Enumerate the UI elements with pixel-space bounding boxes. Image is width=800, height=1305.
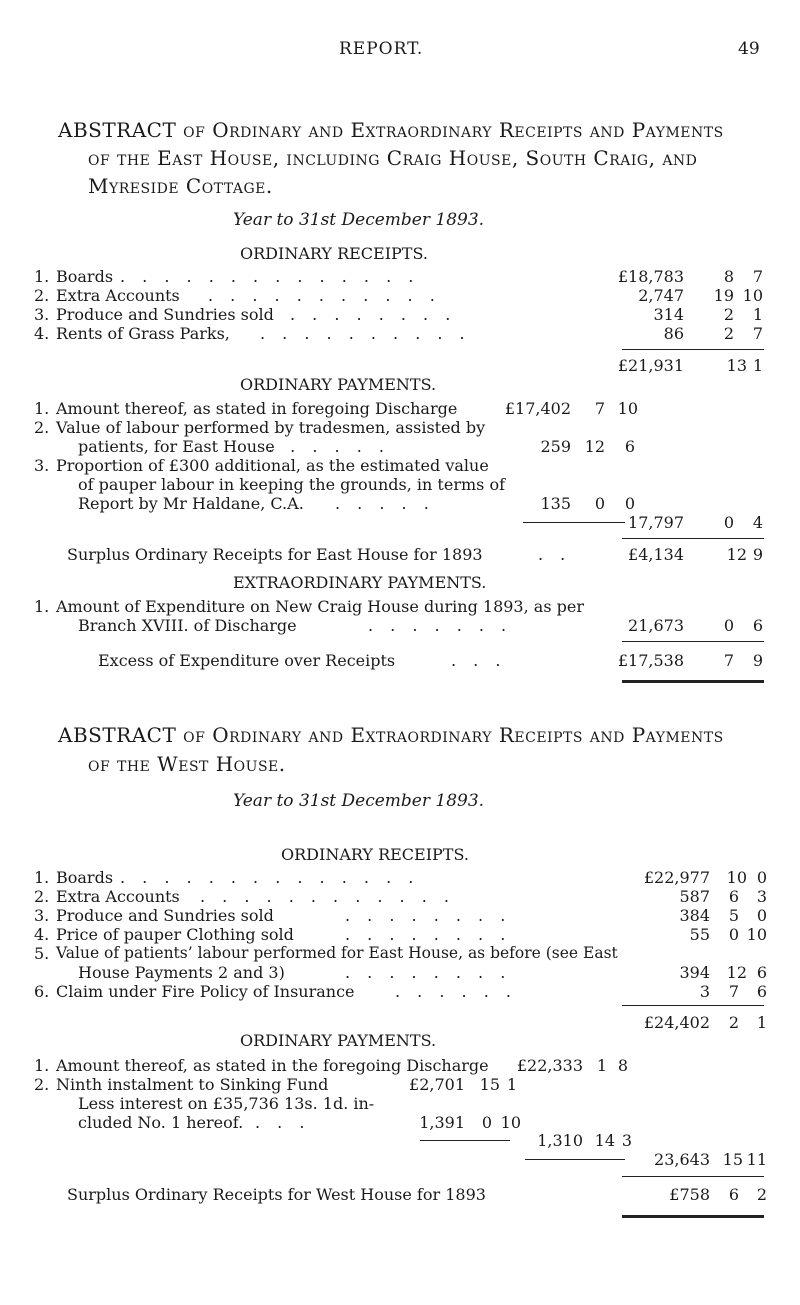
amount-pence: 0 <box>756 906 767 925</box>
leader-dots: . . . . . . . . <box>345 906 512 925</box>
amount-pence: 1 <box>756 1013 767 1032</box>
row-label: Ninth instalment to Sinking Fund <box>56 1075 329 1094</box>
amount-pounds: £4,134 <box>628 545 684 564</box>
row-number: 3. <box>34 305 50 324</box>
amount-pounds: 314 <box>653 305 684 324</box>
amount-pence: 9 <box>752 545 763 564</box>
east-extra-title: EXTRAORDINARY PAYMENTS. <box>233 573 487 592</box>
amount-pounds: £22,333 <box>516 1056 583 1075</box>
amount-pence: 1 <box>752 356 763 375</box>
amount-shillings: 0 <box>723 513 734 532</box>
east-year: Year to 31st December 1893. <box>233 210 485 230</box>
amount-pence: 0 <box>756 868 767 887</box>
row-label: Amount thereof, as stated in foregoing Discharge <box>56 399 458 418</box>
row-number: 2. <box>34 418 50 437</box>
amount-shillings: 0 <box>728 925 739 944</box>
west-receipts-total-rule <box>622 1005 764 1006</box>
east-surplus-rule <box>622 538 764 539</box>
leader-dots: . . . . . . . . <box>290 305 457 324</box>
leader-dots: . . . <box>451 651 507 670</box>
row-number: 6. <box>34 982 50 1001</box>
leader-dots: . . . . . . . . . . . <box>208 286 441 305</box>
page-number: 49 <box>738 39 760 59</box>
west-payments-title: ORDINARY PAYMENTS. <box>240 1031 437 1050</box>
amount-shillings: 7 <box>728 982 739 1001</box>
row-label: Value of labour performed by tradesmen, assisted by <box>56 418 486 437</box>
row-number: 1. <box>34 399 50 418</box>
east-heading-line-2: of the East House, including Craig House, South Craig, and <box>88 146 698 170</box>
row-number: 4. <box>34 324 50 343</box>
row-label: Amount thereof, as stated in the foregoing Discharge <box>56 1056 489 1075</box>
row-label: Boards <box>56 267 114 286</box>
leader-dots: . . . . . . . . . . . . <box>200 887 455 906</box>
row-number: 4. <box>34 925 50 944</box>
row-label-cont: cluded No. 1 hereof. <box>78 1113 244 1132</box>
leader-dots: . . . . . . . . . . . . . . <box>120 267 420 286</box>
amount-pounds: £18,783 <box>617 267 684 286</box>
amount-pence: 7 <box>752 324 763 343</box>
leader-dots: . . . . . . . . <box>345 925 512 944</box>
row-label: Produce and Sundries sold <box>56 305 274 324</box>
amount-shillings: 7 <box>594 399 605 418</box>
east-payments-title: ORDINARY PAYMENTS. <box>240 375 437 394</box>
amount-shillings: 7 <box>723 651 734 670</box>
row-label: Claim under Fire Policy of Insurance <box>56 982 355 1001</box>
row-label: Extra Accounts <box>56 887 180 906</box>
amount-pence: 3 <box>621 1131 632 1150</box>
amount-pounds: £24,402 <box>643 1013 710 1032</box>
amount-shillings: 10 <box>726 868 747 887</box>
amount-pounds: 21,673 <box>628 616 684 635</box>
running-head: REPORT. <box>339 39 424 59</box>
amount-pence: 6 <box>624 437 635 456</box>
amount-pounds: £17,402 <box>504 399 571 418</box>
leader-dots: . . . . . . . . . . . . . . <box>120 868 420 887</box>
west-year: Year to 31st December 1893. <box>233 791 485 811</box>
amount-shillings: 8 <box>723 267 734 286</box>
east-excess-label: Excess of Expenditure over Receipts <box>98 651 396 670</box>
leader-dots: . . . . . . . <box>368 616 513 635</box>
amount-pounds: 259 <box>540 437 571 456</box>
west-surplus-rule <box>622 1176 764 1177</box>
leader-dots: . . . . . <box>335 494 435 513</box>
east-double-rule <box>622 680 764 683</box>
west-p2-rule <box>420 1140 510 1141</box>
row-number: 1. <box>34 1056 50 1075</box>
leader-dots: . . . . . . <box>395 982 517 1001</box>
amount-pounds: 17,797 <box>628 513 684 532</box>
amount-pence: 2 <box>756 1185 767 1204</box>
leader-dots: . . . <box>255 1113 311 1132</box>
row-number: 1. <box>34 597 50 616</box>
amount-pence: 1 <box>752 305 763 324</box>
row-label-cont: Report by Mr Haldane, C.A. <box>78 494 304 513</box>
row-number: 3. <box>34 456 50 475</box>
amount-pounds: 1,310 <box>537 1131 583 1150</box>
amount-shillings: 2 <box>723 305 734 324</box>
leader-dots: . . . . . . . . <box>345 963 512 982</box>
amount-shillings: 2 <box>723 324 734 343</box>
amount-pounds: 135 <box>540 494 571 513</box>
amount-pounds: £21,931 <box>617 356 684 375</box>
row-number: 3. <box>34 906 50 925</box>
row-label-cont: Branch XVIII. of Discharge <box>78 616 297 635</box>
row-label: Value of patients’ labour performed for East House, as before (see East <box>56 944 618 962</box>
row-label: Boards <box>56 868 114 887</box>
west-heading-line-2: of the West House. <box>88 752 286 776</box>
row-number: 1. <box>34 267 50 286</box>
amount-shillings: 12 <box>584 437 605 456</box>
amount-pounds: £22,977 <box>643 868 710 887</box>
east-heading-line-3: Myreside Cottage. <box>88 174 273 198</box>
amount-pence: 10 <box>746 925 767 944</box>
amount-shillings: 1 <box>596 1056 607 1075</box>
amount-pence: 0 <box>624 494 635 513</box>
amount-pence: 7 <box>752 267 763 286</box>
amount-pounds: £17,538 <box>617 651 684 670</box>
amount-pounds: 55 <box>689 925 710 944</box>
west-receipts-title: ORDINARY RECEIPTS. <box>281 845 469 864</box>
amount-shillings: 13 <box>726 356 747 375</box>
row-number: 2. <box>34 286 50 305</box>
row-label-cont: patients, for East House <box>78 437 275 456</box>
amount-pence: 10 <box>742 286 763 305</box>
amount-pence: 3 <box>756 887 767 906</box>
amount-shillings: 2 <box>728 1013 739 1032</box>
amount-pence: 10 <box>500 1113 521 1132</box>
amount-pounds: 86 <box>663 324 684 343</box>
row-label: Proportion of £300 additional, as the estimated value <box>56 456 489 475</box>
row-label: Rents of Grass Parks, <box>56 324 230 343</box>
amount-pence: 11 <box>746 1150 767 1169</box>
east-payments-rule <box>523 522 625 523</box>
amount-shillings: 0 <box>481 1113 492 1132</box>
leader-dots: . . . . . . <box>268 437 390 456</box>
amount-pounds: £2,701 <box>409 1075 465 1094</box>
amount-pounds: £758 <box>669 1185 710 1204</box>
leader-dots: . . . . . . . . . . <box>260 324 471 343</box>
amount-shillings: 12 <box>726 545 747 564</box>
amount-pounds: 394 <box>679 963 710 982</box>
amount-pounds: 2,747 <box>638 286 684 305</box>
amount-shillings: 15 <box>722 1150 743 1169</box>
amount-pence: 6 <box>756 982 767 1001</box>
east-excess-rule <box>622 641 764 642</box>
row-label: Produce and Sundries sold <box>56 906 274 925</box>
amount-shillings: 5 <box>728 906 739 925</box>
amount-shillings: 15 <box>479 1075 500 1094</box>
amount-shillings: 0 <box>594 494 605 513</box>
amount-pounds: 384 <box>679 906 710 925</box>
amount-pounds: 3 <box>699 982 710 1001</box>
west-heading-line-1: ABSTRACT of Ordinary and Extraordinary Receipts and Payments <box>58 723 724 747</box>
amount-pence: 1 <box>506 1075 517 1094</box>
amount-pounds: 1,391 <box>419 1113 465 1132</box>
east-receipts-title: ORDINARY RECEIPTS. <box>240 244 428 263</box>
row-number: 2. <box>34 1075 50 1094</box>
row-label-cont: of pauper labour in keeping the grounds, in terms of <box>78 475 505 494</box>
leader-dots: . . <box>538 545 572 564</box>
row-label-cont: House Payments 2 and 3) <box>78 963 285 982</box>
row-label: Amount of Expenditure on New Craig House during 1893, as per <box>56 597 584 616</box>
west-payments-rule <box>525 1159 625 1160</box>
row-label-cont: Less interest on £35,736 13s. 1d. in- <box>78 1094 375 1113</box>
amount-shillings: 6 <box>728 1185 739 1204</box>
amount-shillings: 6 <box>728 887 739 906</box>
west-double-rule <box>622 1215 764 1218</box>
east-heading-line-1: ABSTRACT of Ordinary and Extraordinary Receipts and Payments <box>58 118 724 142</box>
amount-pence: 10 <box>617 399 638 418</box>
east-receipts-total-rule <box>622 349 764 350</box>
amount-shillings: 19 <box>713 286 734 305</box>
amount-shillings: 14 <box>594 1131 615 1150</box>
row-number: 1. <box>34 868 50 887</box>
amount-pence: 6 <box>756 963 767 982</box>
amount-pence: 6 <box>752 616 763 635</box>
row-number: 5. <box>34 944 50 963</box>
amount-pounds: 587 <box>679 887 710 906</box>
amount-shillings: 0 <box>723 616 734 635</box>
east-surplus-label: Surplus Ordinary Receipts for East House for 1893 <box>67 545 483 564</box>
amount-pence: 4 <box>752 513 763 532</box>
row-label: Price of pauper Clothing sold <box>56 925 294 944</box>
amount-pounds: 23,643 <box>654 1150 710 1169</box>
row-label: Extra Accounts <box>56 286 180 305</box>
west-surplus-label: Surplus Ordinary Receipts for West House for 1893 <box>67 1185 486 1204</box>
amount-pence: 9 <box>752 651 763 670</box>
amount-shillings: 12 <box>726 963 747 982</box>
amount-pence: 8 <box>617 1056 628 1075</box>
row-number: 2. <box>34 887 50 906</box>
